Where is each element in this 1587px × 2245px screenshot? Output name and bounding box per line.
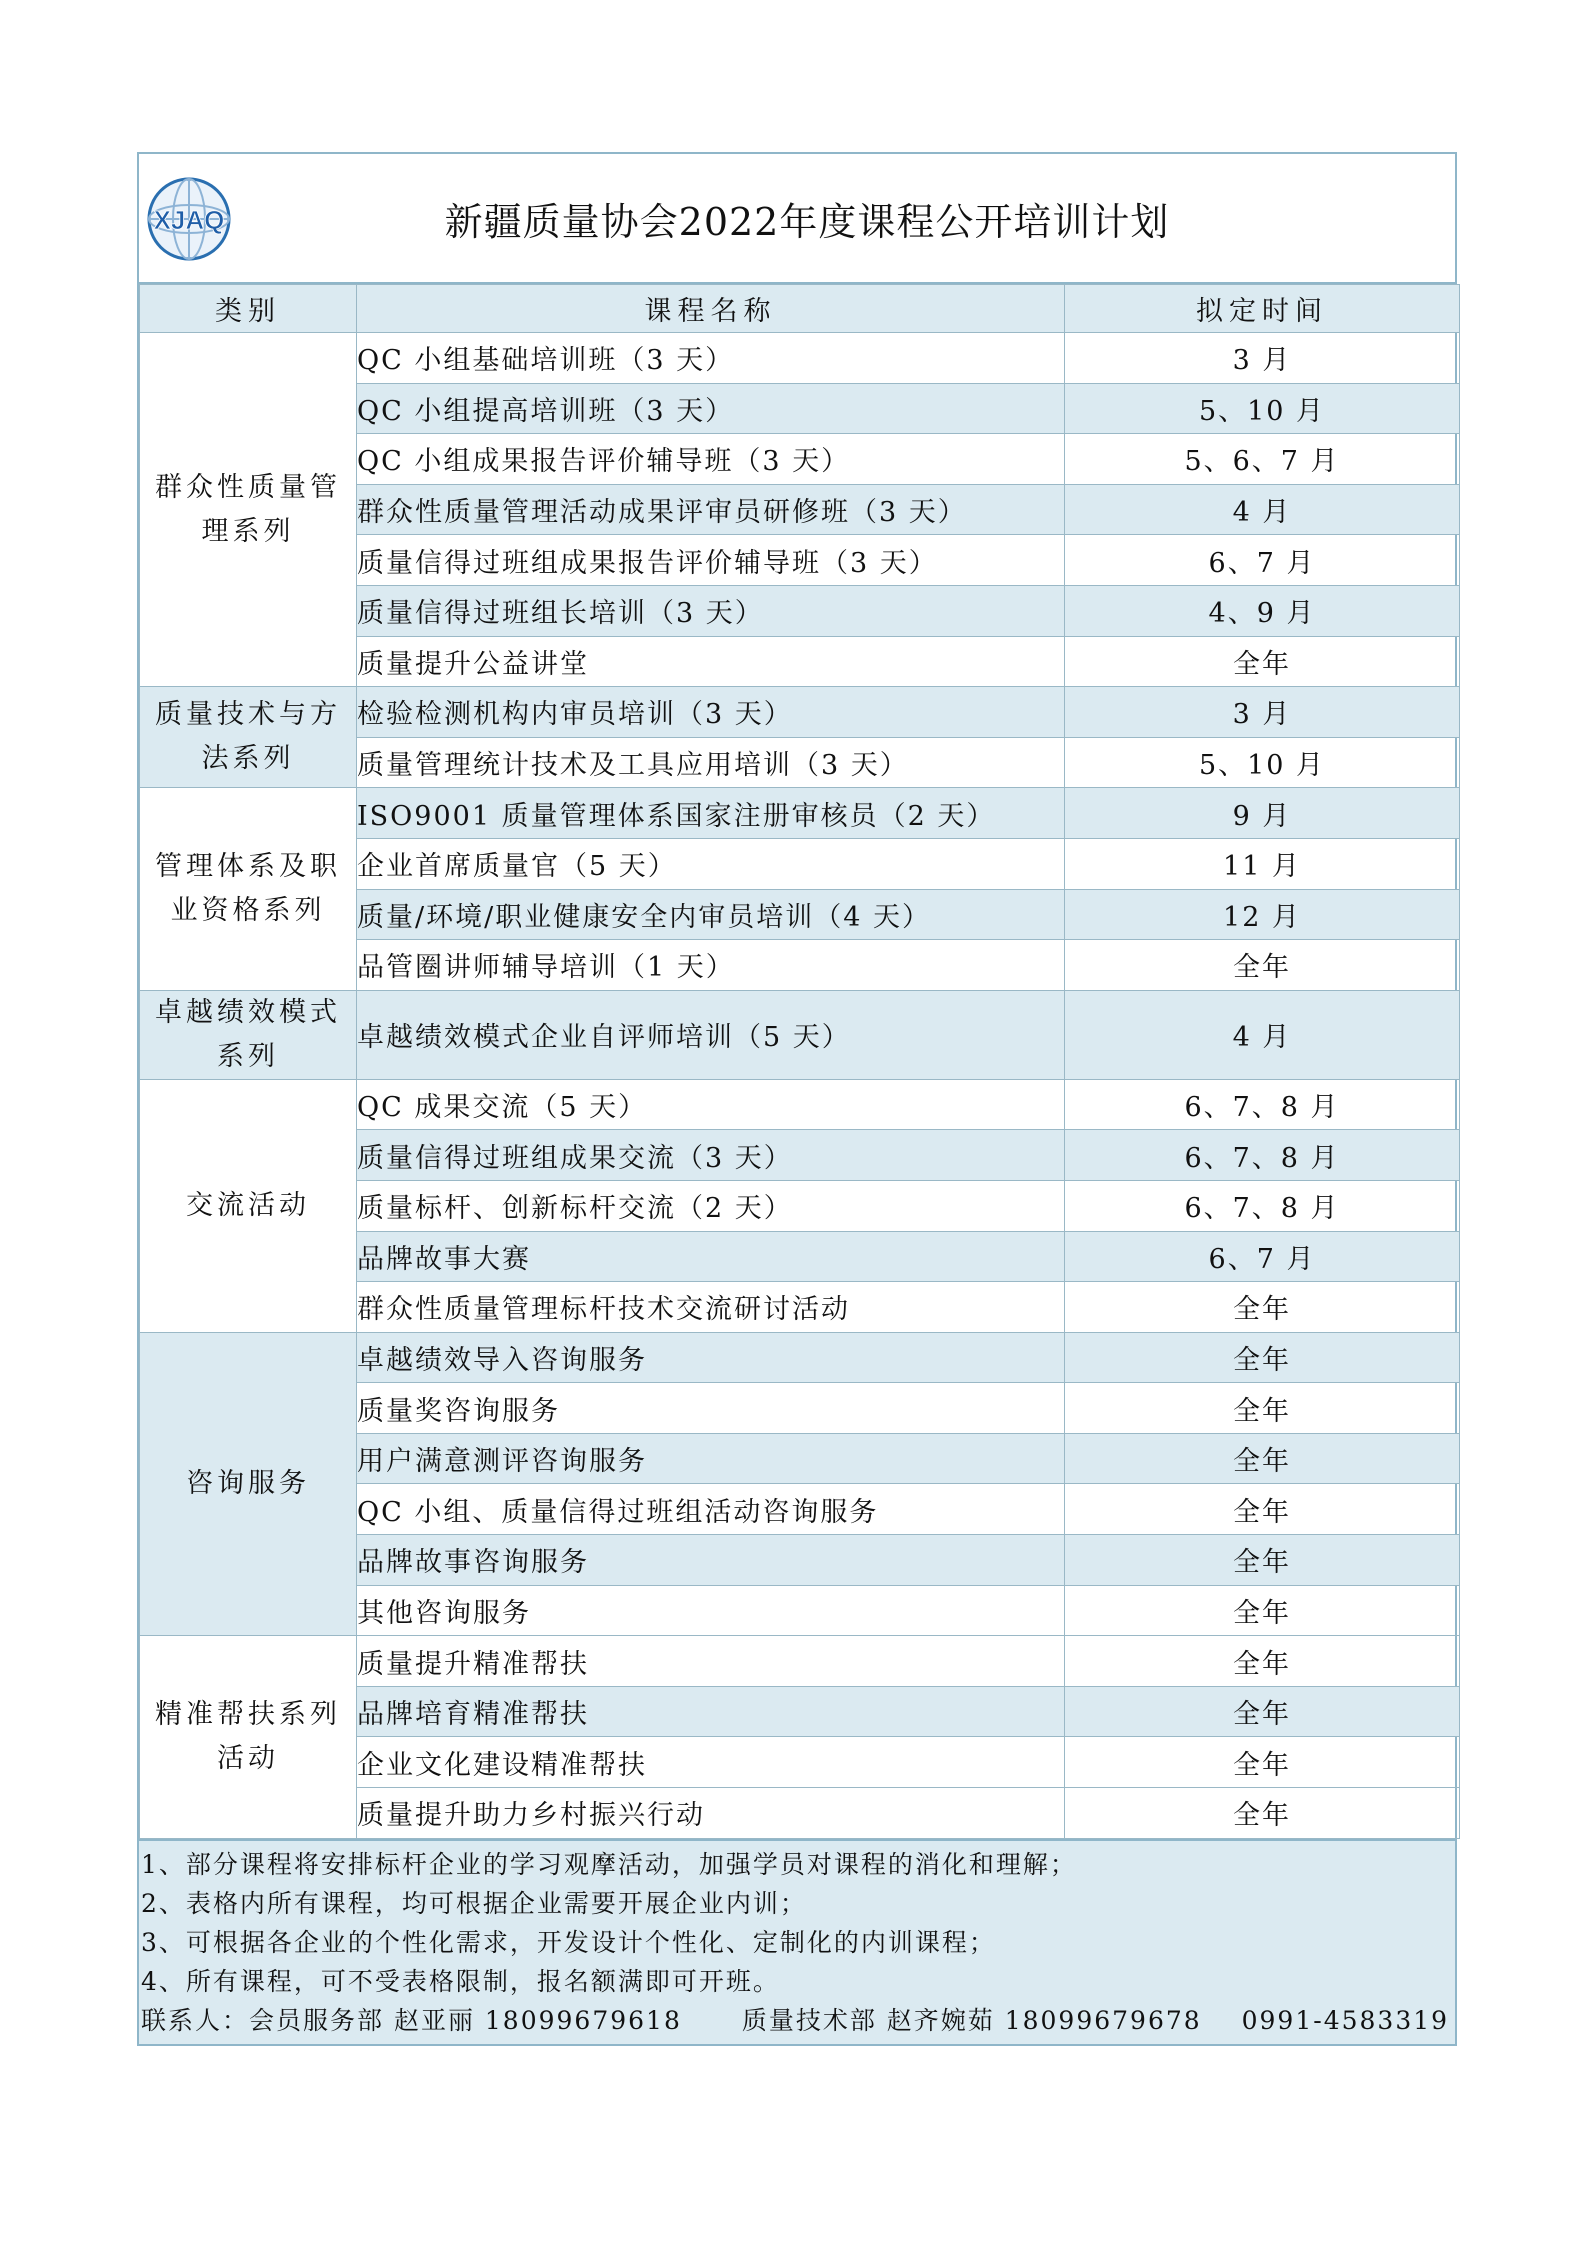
course-name: 检验检测机构内审员培训（3 天） xyxy=(357,687,1065,738)
category-cell: 交流活动 xyxy=(140,1079,357,1332)
category-cell: 管理体系及职业资格系列 xyxy=(140,788,357,990)
course-time: 5、10 月 xyxy=(1065,383,1460,434)
course-name: 质量信得过班组成果报告评价辅导班（3 天） xyxy=(357,535,1065,586)
course-name: 品牌故事大赛 xyxy=(357,1231,1065,1282)
course-time: 全年 xyxy=(1065,1282,1460,1333)
course-name: 质量信得过班组成果交流（3 天） xyxy=(357,1130,1065,1181)
course-name: 质量提升精准帮扶 xyxy=(357,1636,1065,1687)
course-time: 全年 xyxy=(1065,1737,1460,1788)
course-name: QC 小组基础培训班（3 天） xyxy=(357,333,1065,384)
course-name: 卓越绩效模式企业自评师培训（5 天） xyxy=(357,990,1065,1079)
course-time: 全年 xyxy=(1065,1636,1460,1687)
course-name: QC 小组成果报告评价辅导班（3 天） xyxy=(357,434,1065,485)
course-name: 质量提升助力乡村振兴行动 xyxy=(357,1788,1065,1839)
course-name: QC 小组提高培训班（3 天） xyxy=(357,383,1065,434)
category-cell: 质量技术与方法系列 xyxy=(140,687,357,788)
table-row xyxy=(140,788,1460,839)
category-cell: 群众性质量管理系列 xyxy=(140,333,357,687)
course-name: QC 成果交流（5 天） xyxy=(357,1079,1065,1130)
table-row xyxy=(140,1636,1460,1687)
course-time: 11 月 xyxy=(1065,838,1460,889)
course-time: 6、7 月 xyxy=(1065,535,1460,586)
table-row xyxy=(140,333,1460,384)
course-name: 质量管理统计技术及工具应用培训（3 天） xyxy=(357,737,1065,788)
course-time: 全年 xyxy=(1065,940,1460,991)
course-time: 4 月 xyxy=(1065,484,1460,535)
course-name: 群众性质量管理活动成果评审员研修班（3 天） xyxy=(357,484,1065,535)
course-name: 品管圈讲师辅导培训（1 天） xyxy=(357,940,1065,991)
table-header-row xyxy=(140,285,1460,333)
course-time: 全年 xyxy=(1065,1686,1460,1737)
course-name: 用户满意测评咨询服务 xyxy=(357,1433,1065,1484)
course-time: 3 月 xyxy=(1065,687,1460,738)
training-plan-sheet xyxy=(137,152,1457,2046)
note-line: 2、表格内所有课程，均可根据企业需要开展企业内训； xyxy=(141,1888,807,1918)
course-time: 4、9 月 xyxy=(1065,585,1460,636)
contact-member-service: 联系人：会员服务部 赵亚丽 18099679618 xyxy=(141,2005,682,2035)
course-time: 4 月 xyxy=(1065,990,1460,1079)
course-name: 质量信得过班组长培训（3 天） xyxy=(357,585,1065,636)
course-time: 5、6、7 月 xyxy=(1065,434,1460,485)
table-row xyxy=(140,1079,1460,1130)
course-time: 6、7、8 月 xyxy=(1065,1130,1460,1181)
xjaq-logo xyxy=(141,174,237,264)
table-row xyxy=(140,687,1460,738)
course-name: 群众性质量管理标杆技术交流研讨活动 xyxy=(357,1282,1065,1333)
course-time: 全年 xyxy=(1065,1383,1460,1434)
course-name: ISO9001 质量管理体系国家注册审核员（2 天） xyxy=(357,788,1065,839)
course-time: 6、7 月 xyxy=(1065,1231,1460,1282)
category-cell: 精准帮扶系列活动 xyxy=(140,1636,357,1838)
page-title: 新疆质量协会2022年度课程公开培训计划 xyxy=(444,199,1170,244)
header-category: 类别 xyxy=(140,285,357,333)
table-row xyxy=(140,990,1460,1079)
contact-phone: 0991-4583319 xyxy=(1241,2005,1450,2035)
course-name: 质量提升公益讲堂 xyxy=(357,636,1065,687)
contact-line xyxy=(141,2001,1451,2040)
course-name: 企业文化建设精准帮扶 xyxy=(357,1737,1065,1788)
header-time: 拟定时间 xyxy=(1065,285,1460,333)
course-name: 其他咨询服务 xyxy=(357,1585,1065,1636)
category-cell: 咨询服务 xyxy=(140,1332,357,1636)
course-name: 质量标杆、创新标杆交流（2 天） xyxy=(357,1180,1065,1231)
course-time: 9 月 xyxy=(1065,788,1460,839)
category-cell: 卓越绩效模式系列 xyxy=(140,990,357,1079)
course-time: 全年 xyxy=(1065,1433,1460,1484)
notes-section xyxy=(139,1839,1455,2044)
table-row xyxy=(140,1332,1460,1383)
course-name: 品牌故事咨询服务 xyxy=(357,1535,1065,1586)
course-name: 卓越绩效导入咨询服务 xyxy=(357,1332,1065,1383)
header-course: 课程名称 xyxy=(357,285,1065,333)
course-time: 6、7、8 月 xyxy=(1065,1180,1460,1231)
note-line: 4、所有课程，可不受表格限制，报名额满即可开班。 xyxy=(141,1966,780,1996)
course-name: 质量奖咨询服务 xyxy=(357,1383,1065,1434)
course-time: 全年 xyxy=(1065,1585,1460,1636)
course-time: 12 月 xyxy=(1065,889,1460,940)
course-time: 5、10 月 xyxy=(1065,737,1460,788)
course-time: 全年 xyxy=(1065,636,1460,687)
course-time: 全年 xyxy=(1065,1484,1460,1535)
logo-text: XJAQ xyxy=(153,205,225,235)
course-name: 企业首席质量官（5 天） xyxy=(357,838,1065,889)
course-table xyxy=(139,284,1460,1839)
course-name: 品牌培育精准帮扶 xyxy=(357,1686,1065,1737)
course-name: QC 小组、质量信得过班组活动咨询服务 xyxy=(357,1484,1065,1535)
note-line: 3、可根据各企业的个性化需求，开发设计个性化、定制化的内训课程； xyxy=(141,1927,996,1957)
course-time: 全年 xyxy=(1065,1535,1460,1586)
course-name: 质量/环境/职业健康安全内审员培训（4 天） xyxy=(357,889,1065,940)
course-time: 6、7、8 月 xyxy=(1065,1079,1460,1130)
title-row xyxy=(139,154,1455,284)
contact-quality-tech: 质量技术部 赵齐婉茹 18099679678 xyxy=(741,2005,1202,2035)
note-line: 1、部分课程将安排标杆企业的学习观摩活动，加强学员对课程的消化和理解； xyxy=(141,1849,1077,1879)
course-time: 3 月 xyxy=(1065,333,1460,384)
course-time: 全年 xyxy=(1065,1332,1460,1383)
course-time: 全年 xyxy=(1065,1788,1460,1839)
